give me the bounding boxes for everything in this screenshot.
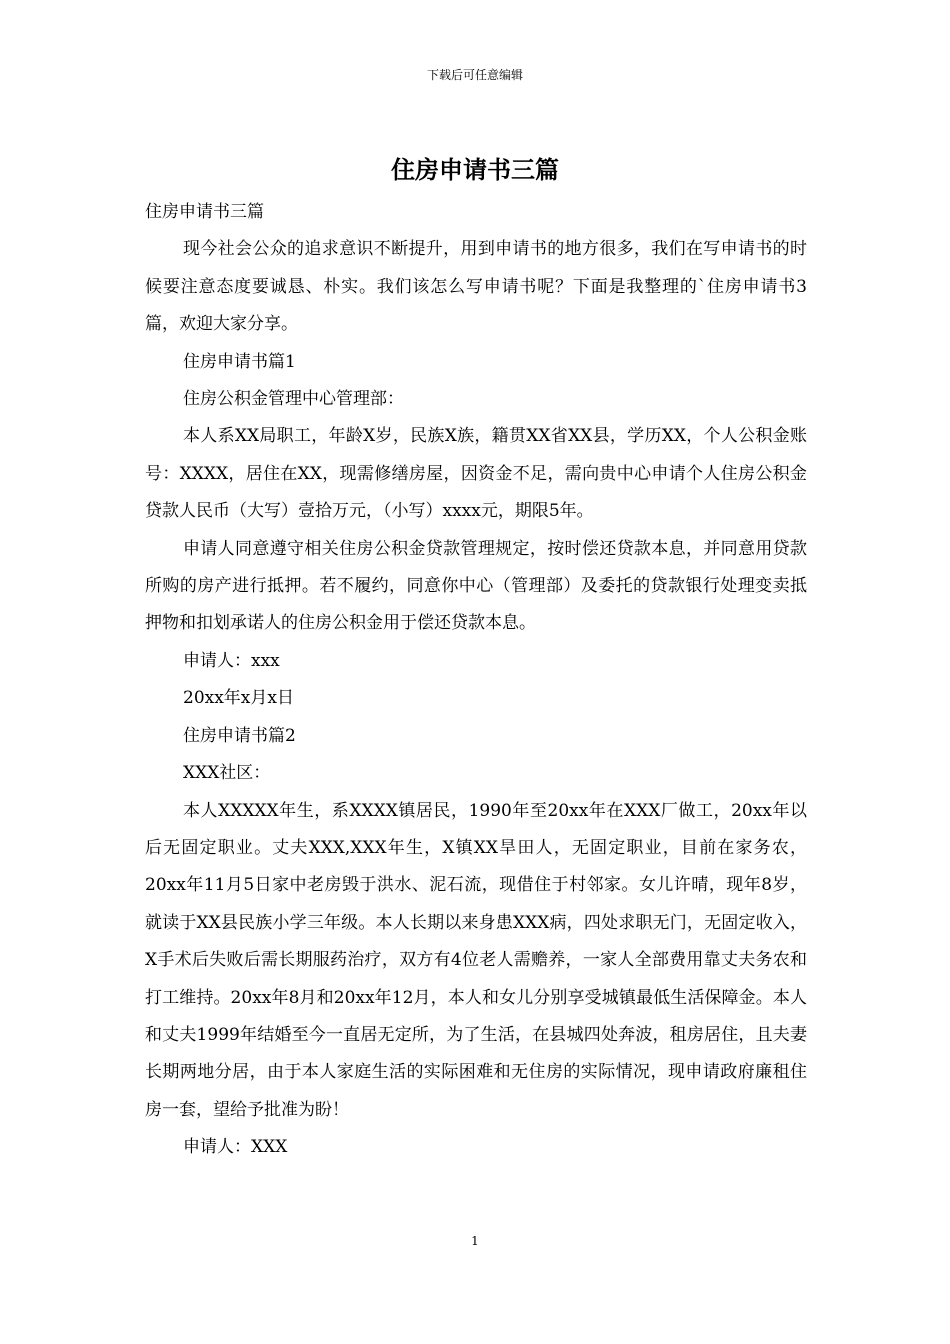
body-paragraph-3: 本人XXXXX年生，系XXXX镇居民，1990年至20xx年在XXX厂做工，20xx年以后无固定职业。丈夫XXX,XXX年生，X镇XX旱田人，无固定职业，目前在家务农，20xx年11月5日家中老房毁于洪水、泥石流，现借住于村邻家。女儿许晴，现年8岁，就读于XX县民族小学三年级。本人长期以来身患XXX病，四处求职无门，无固定收入，X手术后失败后需长期服药治疗，双方有4位老人需赡养，一家人全部费用靠丈夫务农和打工维持。20xx年8月和20xx年12月，本人和女儿分别享受城镇最低生活保障金。本人和丈夫1999年结婚至今一直居无定所，为了生活，在县城四处奔波，租房居住，且夫妻长期两地分居，由于本人家庭生活的实际困难和无住房的实际情况，现申请政府廉租住房一套，望给予批准为盼！: [145, 800, 807, 1120]
document-title: 住房申请书三篇: [391, 156, 559, 184]
salutation-1: 住房公积金管理中心管理部：: [183, 389, 404, 410]
section-heading-1: 住房申请书篇1: [183, 351, 296, 372]
body-paragraph-2: 申请人同意遵守相关住房公积金贷款管理规定，按时偿还贷款本息，并同意用贷款所购的房产进行抵押。若不履约，同意你中心（管理部）及委托的贷款银行处理变卖抵押物和扣划承诺人的住房公积金用于偿还贷款本息。: [145, 538, 807, 634]
document-body: [145, 194, 807, 1167]
applicant-line-1: 申请人：xxx: [183, 650, 280, 671]
subtitle-line: 住房申请书三篇: [145, 202, 264, 222]
header-note: 下载后可任意编辑: [426, 68, 523, 82]
salutation-2: XXX社区：: [183, 763, 271, 784]
body-paragraph-1: 本人系XX局职工，年龄X岁，民族X族，籍贯XX省XX县，学历XX，个人公积金账号：XXXX，居住在XX，现需修缮房屋，因资金不足，需向贵中心申请个人住房公积金贷款人民币（大写）壹拾万元，（小写）xxxx元，期限5年。: [145, 426, 807, 522]
section-heading-2: 住房申请书篇2: [183, 725, 296, 746]
intro-paragraph: 现今社会公众的追求意识不断提升，用到申请书的地方很多，我们在写申请书的时候要注意态度要诚恳、朴实。我们该怎么写申请书呢？下面是我整理的`住房申请书3篇，欢迎大家分享。: [145, 239, 807, 335]
date-line-1: 20xx年x月x日: [183, 688, 294, 709]
page-number: 1: [471, 1234, 479, 1248]
applicant-line-2: 申请人：XXX: [183, 1137, 288, 1158]
